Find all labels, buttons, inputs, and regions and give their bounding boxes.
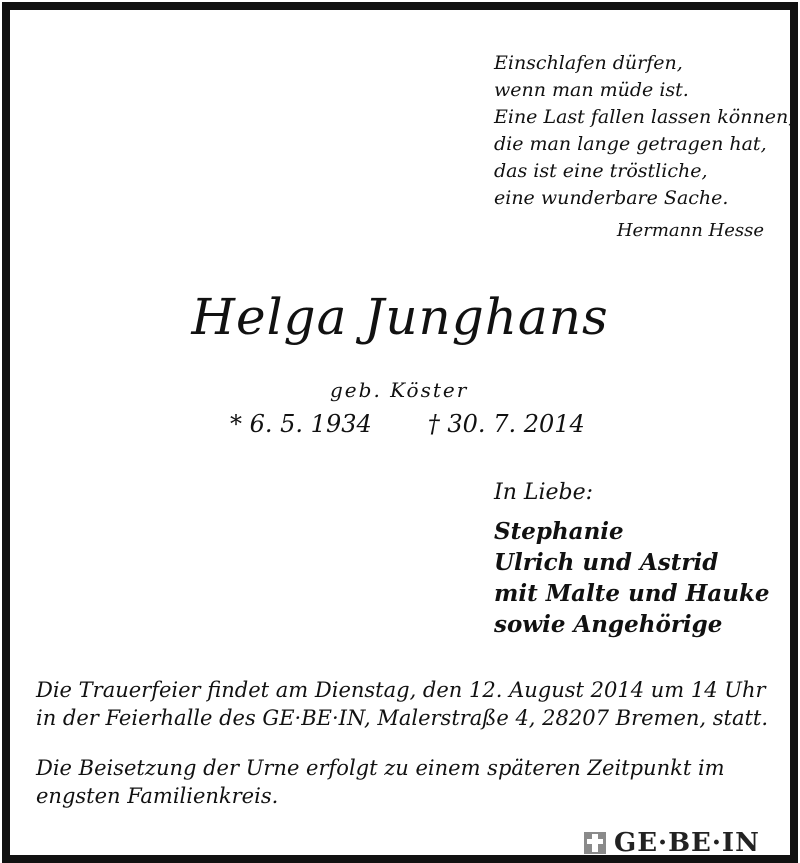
poem-line: wenn man müde ist. [494, 79, 689, 101]
poem-line: die man lange getragen hat, [494, 133, 767, 155]
poem-line: eine wunderbare Sache. [494, 187, 729, 209]
poem-line: das ist eine tröstliche, [494, 160, 708, 182]
birth-date: * 6. 5. 1934 [230, 410, 372, 438]
burial-notice: Die Beisetzung der Urne erfolgt zu einem späteren Zeitpunkt im engsten Familienkreis. [36, 756, 725, 808]
poem-line: Einschlafen dürfen, [494, 52, 683, 74]
funeral-home-logo-icon [582, 830, 608, 856]
maiden-name: geb. Köster [330, 378, 469, 402]
mourners-label: In Liebe: [494, 480, 594, 505]
poem-line: Eine Last fallen lassen können, [494, 106, 795, 128]
life-dates [230, 410, 585, 438]
deceased-name: Helga Junghans [191, 288, 609, 346]
funeral-home-logo [582, 826, 792, 860]
death-date: † 30. 7. 2014 [427, 410, 585, 438]
mourner-line: sowie Angehörige [494, 611, 723, 638]
poem-author: Hermann Hesse [616, 220, 764, 241]
mourner-line: Stephanie [494, 518, 624, 545]
funeral-home-logo-text: GE·BE·IN [614, 828, 760, 858]
poem [494, 50, 794, 212]
mourners-list [494, 516, 770, 640]
mourner-line: mit Malte und Hauke [494, 580, 770, 607]
mourner-line: Ulrich und Astrid [494, 549, 719, 576]
service-notice: Die Trauerfeier findet am Dienstag, den 12. August 2014 um 14 Uhr in der Feierhalle des GE·BE·IN, Malerstraße 4, 28207 Bremen, statt. [36, 678, 769, 730]
